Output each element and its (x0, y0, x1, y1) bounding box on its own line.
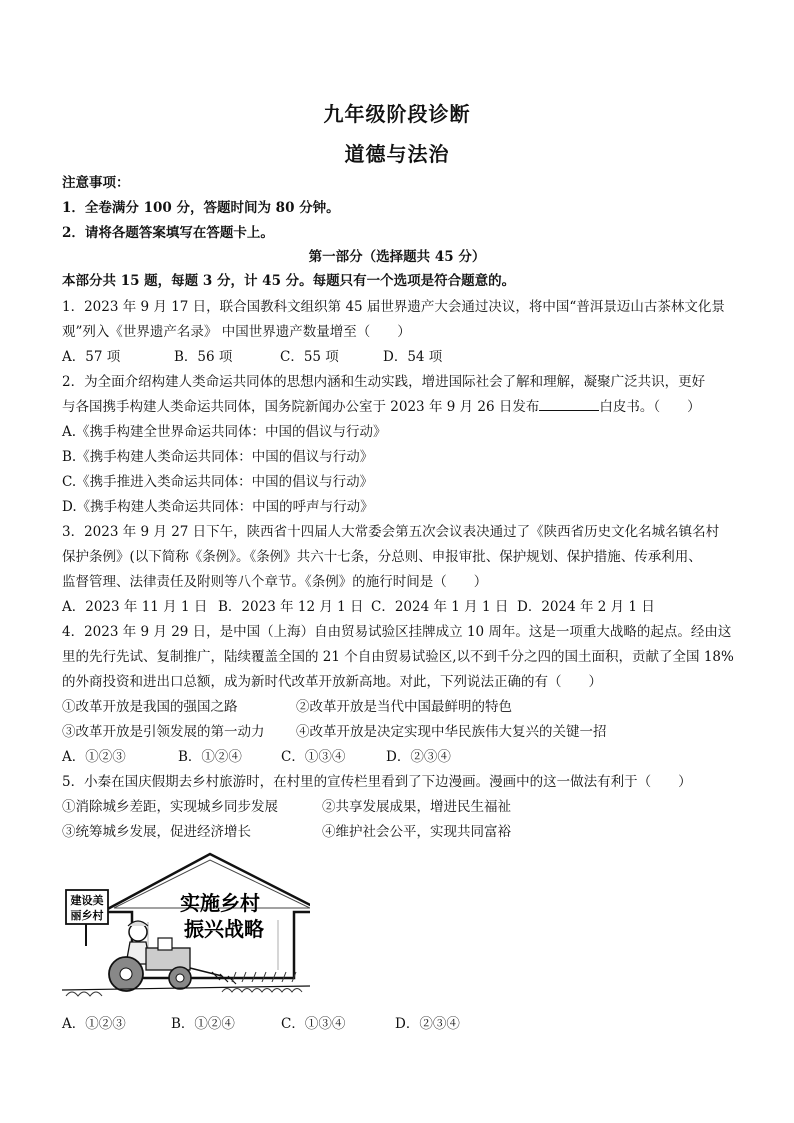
notice-item-2: 2．请将各题答案填写在答题卡上。 (62, 225, 274, 241)
subject-title: 道德与法治 (344, 142, 450, 166)
q4-option-d: D．②③④ (386, 749, 451, 765)
exam-title: 九年级阶段诊断 (323, 102, 471, 126)
q5-option-a: A．①②③ (62, 1016, 126, 1032)
q5-statement-1: ①消除城乡差距，实现城乡同步发展 (62, 799, 278, 815)
q2-option-c: C.《携手推进入类命运共同体：中国的倡议与行动》 (62, 474, 374, 490)
sign-text-line-2: 丽乡村 (70, 909, 104, 922)
q1-option-c: C．55 项 (280, 349, 339, 365)
q4-statement-4: ④改革开放是决定实现中华民族伟大复兴的关键一招 (296, 724, 607, 740)
q1-line-1: 1．2023 年 9 月 17 日，联合国教科文组织第 45 届世界遗产大会通过决议，将中国“普洱景迈山古茶林文化景 (62, 299, 725, 315)
q4-line-3: 的外商投资和进出口总额，成为新时代改革开放新高地。对此，下列说法正确的有（ ） (62, 674, 602, 690)
q4-option-b: B．①②④ (178, 749, 242, 765)
sign-text-line-1: 建设美 (70, 894, 104, 907)
q4-option-c: C．①③④ (281, 749, 346, 765)
q3-line-1: 3．2023 年 9 月 27 日下午，陕西省十四届人大常委会第五次会议表决通过了《陕西省历史文化名城名镇名村 (62, 524, 720, 540)
q5-line-1: 5．小秦在国庆假期去乡村旅游时，在村里的宣传栏里看到了下边漫画。漫画中的这一做法有利于（ ） (62, 774, 692, 790)
notice-heading: 注意事项： (62, 175, 130, 191)
q3-option-d: D．2024 年 2 月 1 日 (517, 599, 655, 615)
q4-statement-1: ①改革开放是我国的强国之路 (62, 699, 238, 715)
q1-option-d: D．54 项 (383, 349, 443, 365)
q4-statement-3: ③改革开放是引领发展的第一动力 (62, 724, 265, 740)
q5-option-b: B．①②④ (171, 1016, 235, 1032)
q2-option-d: D.《携手构建人类命运共同体：中国的呼声与行动》 (62, 499, 374, 515)
q3-option-c: C．2024 年 1 月 1 日 (371, 599, 509, 615)
q1-line-2: 观”列入《世界遗产名录》 中国世界遗产数量增至（ ） (62, 324, 411, 340)
q4-statement-2: ②改革开放是当代中国最鲜明的特色 (296, 699, 512, 715)
arrow-text-line-1: 实施乡村 (180, 891, 260, 915)
q4-option-a: A．①②③ (62, 749, 126, 765)
section-title: 第一部分（选择题共 45 分） (308, 249, 486, 265)
q3-line-2: 保护条例》(以下简称《条例》。《条例》共六十七条，分总则、申报审批、保护规划、保护措施、传承利用、 (62, 549, 702, 565)
q2-option-a: A.《携手构建全世界命运共同体：中国的倡议与行动》 (62, 424, 387, 440)
q1-option-b: B．56 项 (174, 349, 233, 365)
q2-line-2 (62, 398, 701, 416)
q2-option-b: B.《携手构建人类命运共同体：中国的倡议与行动》 (62, 449, 374, 465)
arrow-text-line-2: 振兴战略 (184, 917, 264, 941)
q3-option-b: B．2023 年 12 月 1 日 (218, 599, 364, 615)
q5-statement-2: ②共享发展成果，增进民生福祉 (322, 799, 511, 815)
q3-line-3: 监督管理、法律责任及附则等八个章节。《条例》的施行时间是（ ） (62, 574, 488, 590)
q2-line-2-end: 白皮书。（ ） (599, 399, 701, 415)
section-intro: 本部分共 15 题，每题 3 分，计 45 分。每题只有一个选项是符合题意的。 (62, 273, 516, 289)
q1-option-a: A．57 项 (62, 349, 121, 365)
q4-line-1: 4．2023 年 9 月 29 日，是中国（上海）自由贸易试验区挂牌成立 10 周年。这是一项重大战略的起点。经由这 (62, 624, 732, 640)
q4-line-2: 里的先行先试、复制推广，陆续覆盖全国的 21 个自由贸易试验区,以不到千分之四的国土面积，贡献了全国 18% (62, 649, 734, 665)
rural-revitalization-cartoon (62, 850, 310, 1002)
q5-option-d: D．②③④ (395, 1016, 460, 1032)
q2-line-1: 2．为全面介绍构建人类命运共同体的思想内涵和生动实践，增进国际社会了解和理解，凝聚广泛共识，更好 (62, 374, 706, 390)
notice-item-1: 1．全卷满分 100 分，答题时间为 80 分钟。 (62, 200, 340, 216)
q2-line-2-text: 与各国携手构建人类命运共同体，国务院新闻办公室于 2023 年 9 月 26 日发布 (62, 399, 540, 415)
q5-statement-4: ④维护社会公平，实现共同富裕 (322, 824, 511, 840)
q2-blank (539, 398, 599, 411)
q5-statement-3: ③统筹城乡发展，促进经济增长 (62, 824, 251, 840)
q5-option-c: C．①③④ (281, 1016, 346, 1032)
q3-option-a: A．2023 年 11 月 1 日 (62, 599, 208, 615)
